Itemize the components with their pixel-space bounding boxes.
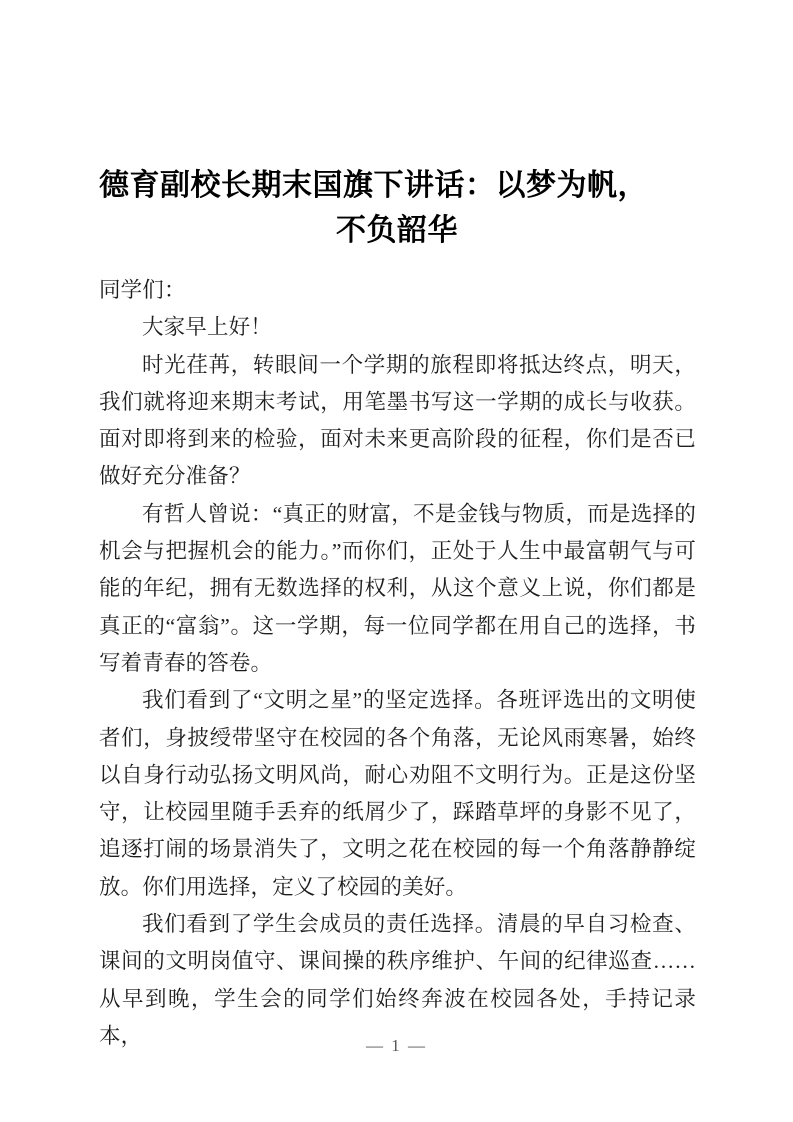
document-body [99, 272, 696, 1055]
paragraph-greeting: 大家早上好！ [142, 315, 272, 340]
page-title-line-1: 德育副校长期末国旗下讲话：以梦为帆， [99, 168, 648, 204]
page-title [99, 163, 695, 253]
paragraph-civility-star: 我们看到了“文明之星”的坚定选择。各班评选出的文明使者们，身披绶带坚守在校园的各个角落，无论风雨寒暑，始终以自身行动弘扬文明风尚，耐心劝阻不文明行为。正是这份坚守，让校园里随手丢弃的纸屑少了，踩踏草坪的身影不见了，追逐打闹的场景消失了，文明之花在校园的每一个角落静静绽放。你们用选择，定义了校园的美好。 [99, 688, 696, 899]
paragraph-philosopher-quote: 有哲人曾说：“真正的财富，不是金钱与物质，而是选择的机会与把握机会的能力。”而你们，正处于人生中最富朝气与可能的年纪，拥有无数选择的权利，从这个意义上说，你们都是真正的“富翁”。这一学期，每一位同学都在用自己的选择，书写着青春的答卷。 [99, 501, 696, 675]
salutation: 同学们： [99, 278, 186, 302]
page-title-line-2: 不负韶华 [336, 213, 458, 249]
paragraph-semester-end: 时光荏苒，转眼间一个学期的旅程即将抵达终点，明天，我们就将迎来期末考试，用笔墨书写这一学期的成长与收获。面对即将到来的检验，面对未来更高阶段的征程，你们是否已做好充分准备？ [99, 352, 696, 489]
page-number-footer: — 1 — [366, 1036, 427, 1055]
paragraph-student-union: 我们看到了学生会成员的责任选择。清晨的早自习检查、课间的文明岗值守、课间操的秩序维护、午间的纪律巡查……从早到晚，学生会的同学们始终奔波在校园各处，手持记录本， [99, 912, 696, 1048]
